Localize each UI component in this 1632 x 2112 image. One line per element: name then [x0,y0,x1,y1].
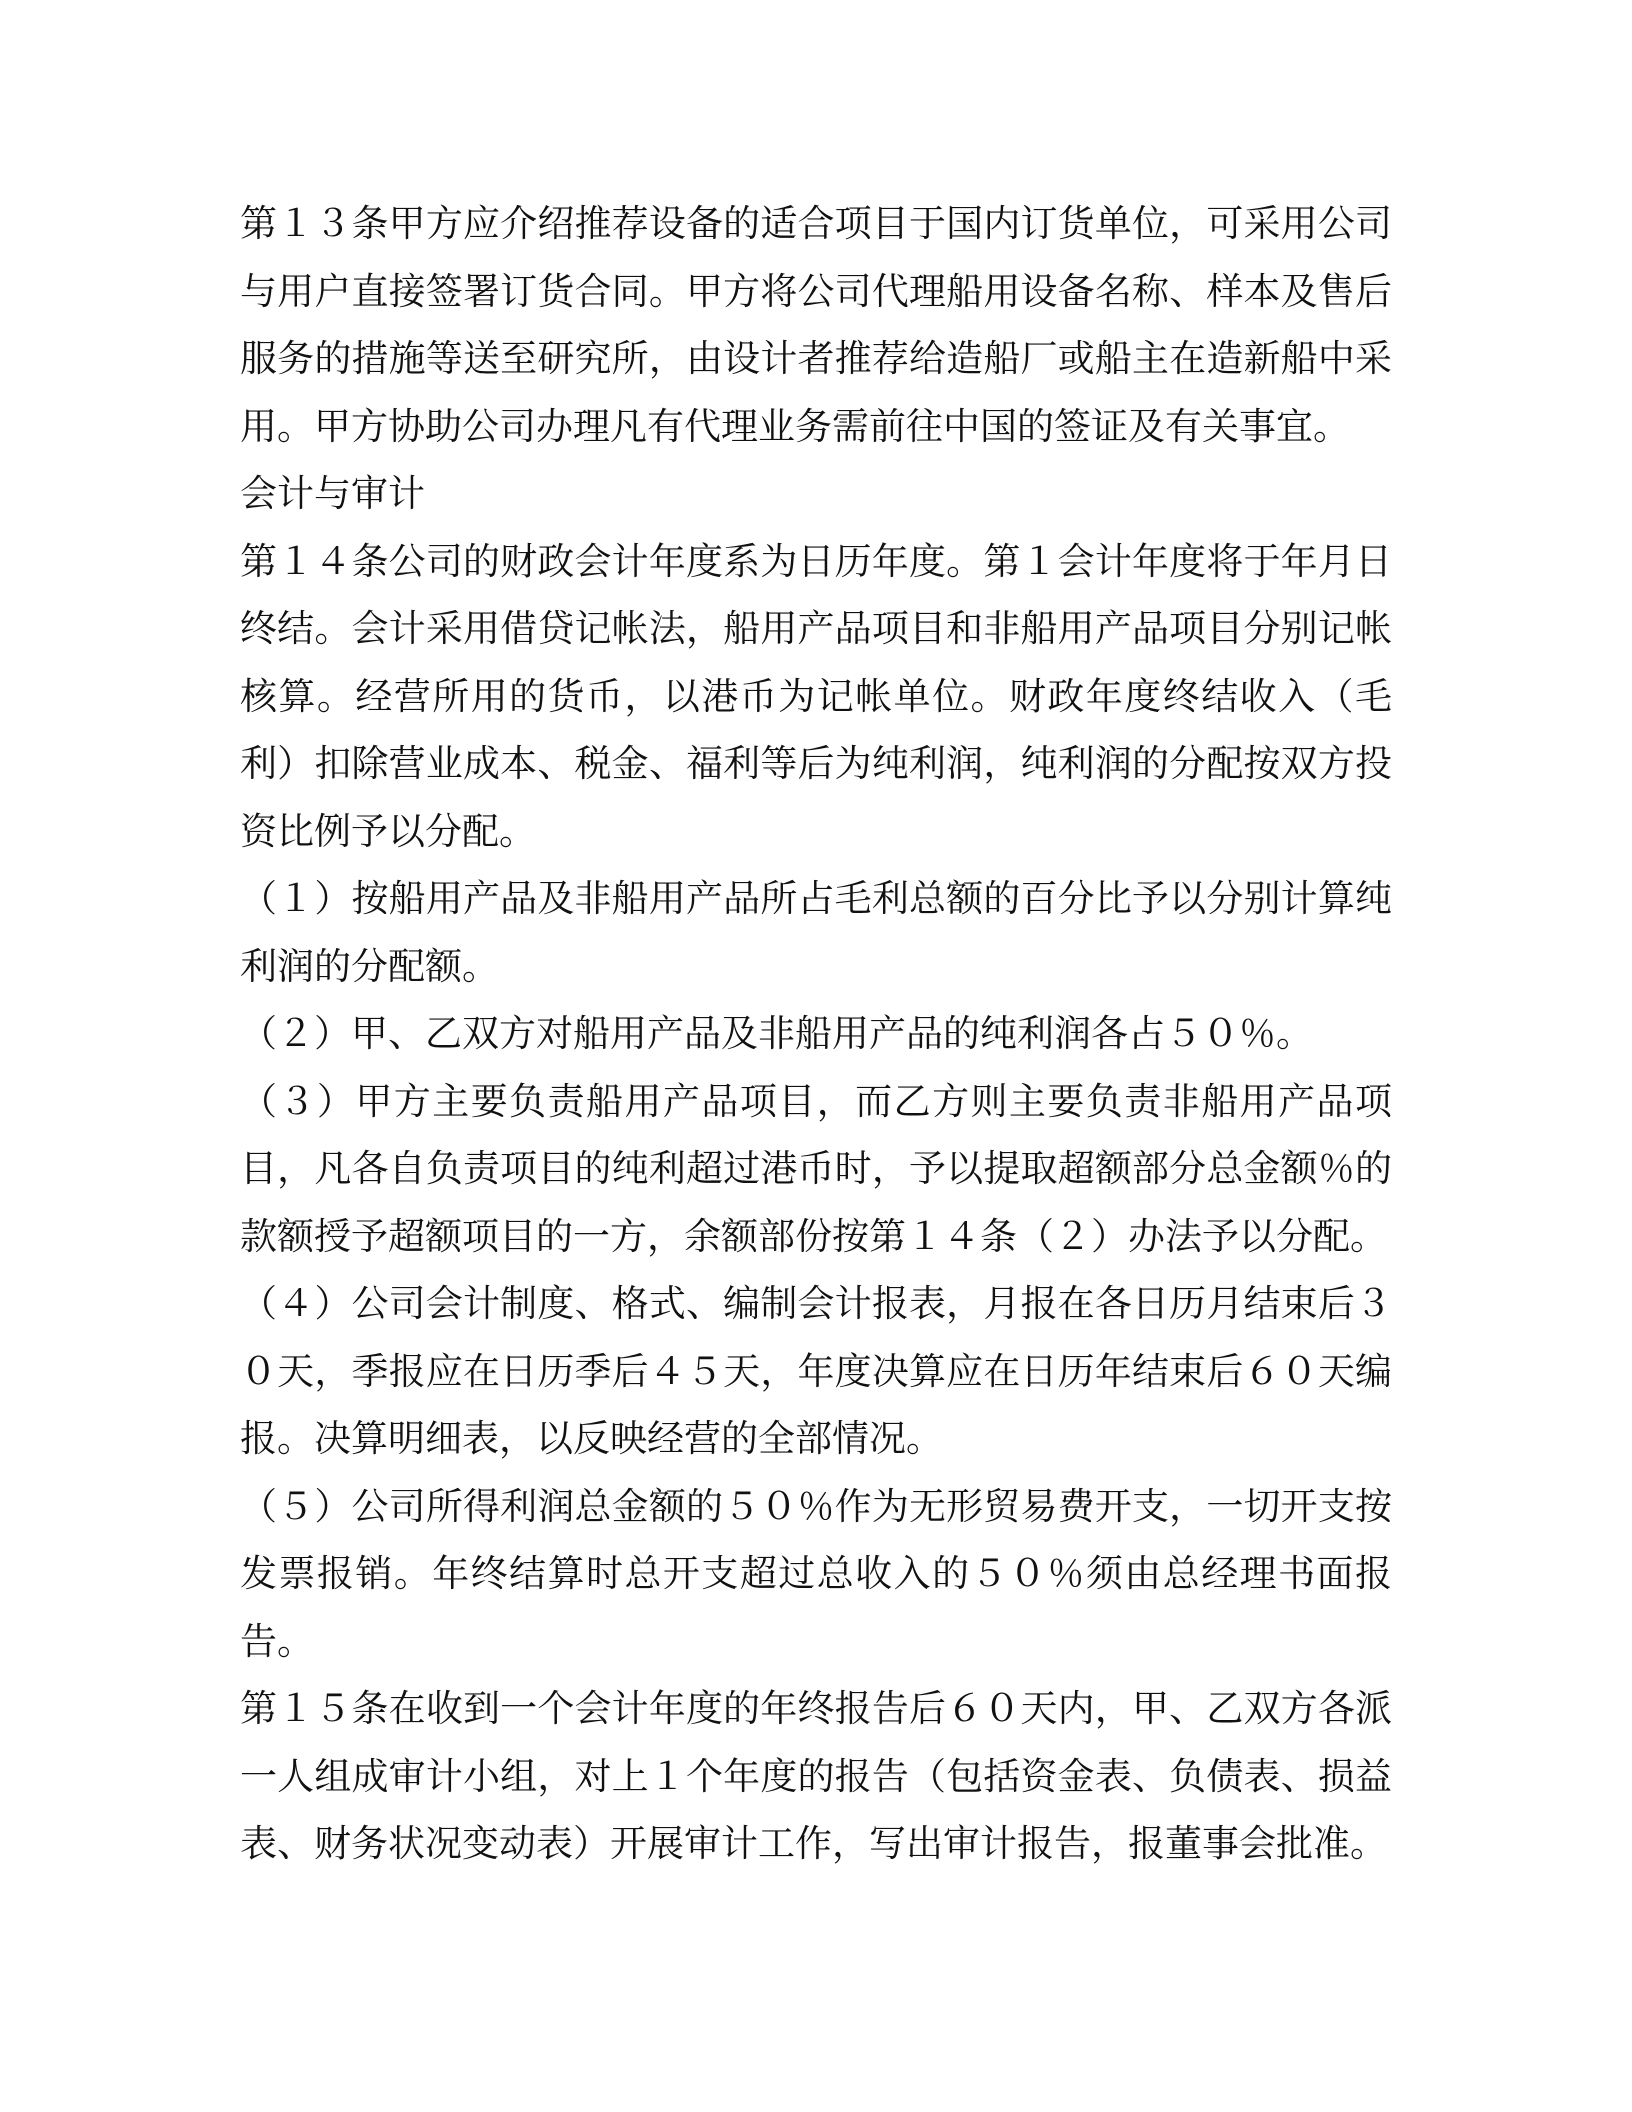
article-13-paragraph: 第１３条甲方应介绍推荐设备的适合项目于国内订货单位，可采用公司与用户直接签署订货合同。甲方将公司代理船用设备名称、样本及售后服务的措施等送至研究所，由设计者推荐给造船厂或船主在造新船中采用。甲方协助公司办理凡有代理业务需前往中国的签证及有关事宜。 [240,202,1392,448]
article-14-item-4: （４）公司会计制度、格式、编制会计报表，月报在各日历月结束后３０天，季报应在日历季后４５天，年度决算应在日历年结束后６０天编报。决算明细表，以反映经营的全部情况。 [240,1282,1392,1460]
article-14-item-1: （１）按船用产品及非船用产品所占毛利总额的百分比予以分别计算纯利润的分配额。 [240,877,1392,988]
document-page [240,190,1392,1878]
section-heading-accounting-audit: 会计与审计 [240,472,425,515]
article-14-item-3: （３）甲方主要负责船用产品项目，而乙方则主要负责非船用产品项目，凡各自负责项目的纯利超过港币时，予以提取超额部分总金额％的款额授予超额项目的一方，余额部份按第１４条（２）办法予以分配。 [240,1079,1392,1258]
article-14-item-5: （５）公司所得利润总金额的５０％作为无形贸易费开支，一切开支按发票报销。年终结算时总开支超过总收入的５０％须由总经理书面报告。 [240,1484,1392,1663]
article-15-paragraph: 第１５条在收到一个会计年度的年终报告后６０天内，甲、乙双方各派一人组成审计小组，对上１个年度的报告（包括资金表、负债表、损益表、财务状况变动表）开展审计工作，写出审计报告，报董事会批准。 [240,1687,1392,1865]
article-14-item-2: （２）甲、乙双方对船用产品及非船用产品的纯利润各占５０％。 [240,1012,1313,1055]
article-14-paragraph: 第１４条公司的财政会计年度系为日历年度。第１会计年度将于年月日终结。会计采用借贷记帐法，船用产品项目和非船用产品项目分别记帐核算。经营所用的货币，以港币为记帐单位。财政年度终结收入（毛利）扣除营业成本、税金、福利等后为纯利润，纯利润的分配按双方投资比例予以分配。 [240,539,1392,853]
